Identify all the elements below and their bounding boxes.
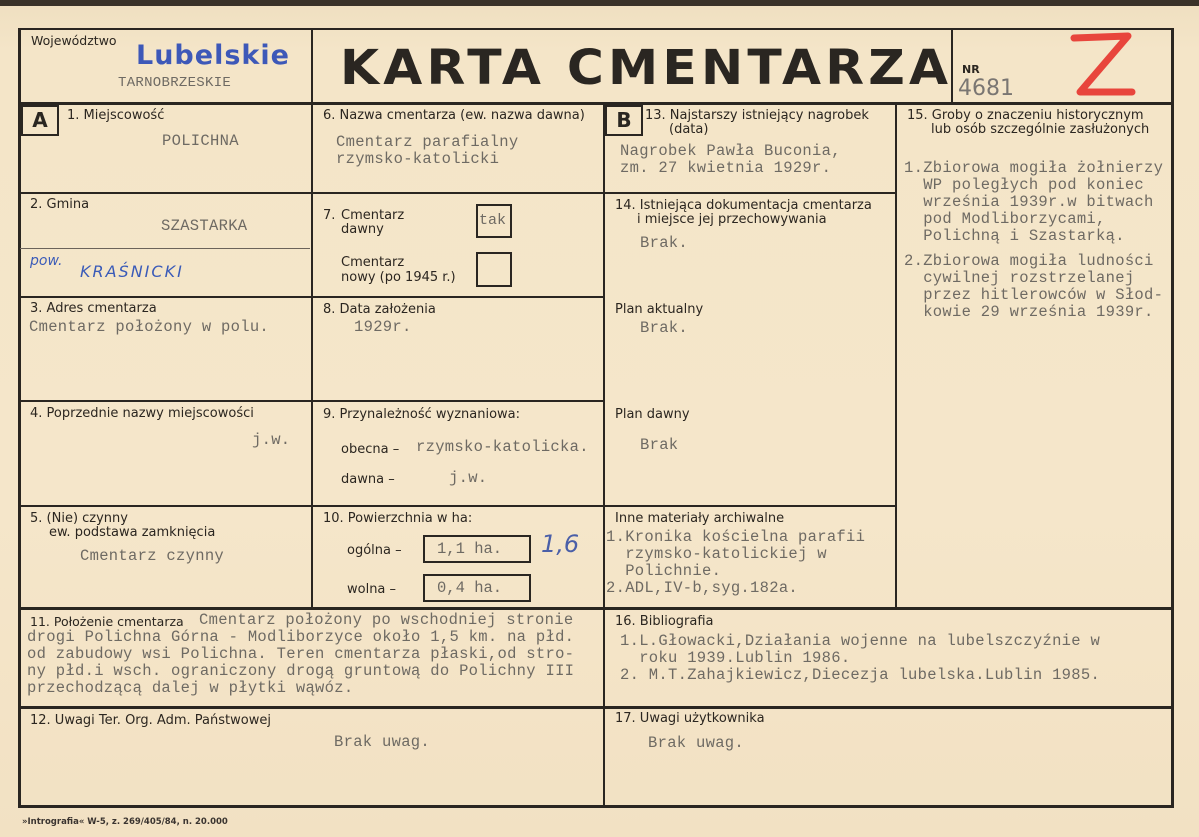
other-archives-line-1: 1.Kronika kościelna parafii [606, 528, 866, 546]
field-8-value: 1929r. [354, 318, 412, 336]
field-15-line-1: 1.Zbiorowa mogiła żołnierzy [904, 159, 1164, 177]
field-4-value: j.w. [252, 431, 291, 449]
area-total-box[interactable] [423, 535, 531, 563]
field-15-line-5: Polichną i Szastarką. [904, 227, 1125, 245]
section-a-marker: A [21, 105, 59, 136]
field-7-old-label-2: dawny [341, 222, 384, 237]
plan-current-value: Brak. [640, 319, 689, 337]
field-7-new-label-2: nowy (po 1945 r.) [341, 270, 456, 285]
field-9-label: 9. Przynależność wyznaniowa: [323, 407, 521, 422]
new-cemetery-checkbox[interactable] [476, 252, 512, 287]
area-total-value: 1,1 ha. [437, 540, 503, 558]
wojewodztwo-stamp: Lubelskie [136, 40, 290, 71]
field-11-label: 11. Położenie cmentarza [30, 614, 184, 629]
col-divider-mid [603, 102, 605, 807]
field-16-label: 16. Bibliografia [615, 614, 714, 629]
field-5-label-1: 5. (Nie) czynny [30, 511, 128, 526]
header-bottom-line [20, 102, 1174, 105]
field-11-line-5: przechodzącą dalej w płytki wąwóz. [27, 679, 354, 697]
field-3-value: Cmentarz położony w polu. [29, 318, 270, 336]
other-archives-line-4: 2.ADL,IV-b,syg.182a. [606, 579, 799, 597]
row-line [603, 505, 897, 507]
field-14-label-2: i miejsce jej przechowywania [637, 212, 827, 227]
wojewodztwo-label: Województwo [31, 33, 117, 48]
field-15-label-2: lub osób szczególnie zasłużonych [931, 122, 1150, 137]
field-15-line-2: WP poległych pod koniec [904, 176, 1145, 194]
old-cemetery-checkbox[interactable] [476, 204, 512, 238]
scan-edge [0, 0, 1199, 6]
powiat-value: KRAŚNICKI [80, 262, 184, 281]
field-11-line-1: Cmentarz położony po wschodniej stronie [199, 611, 574, 629]
field-1-label: 1. Miejscowość [67, 108, 165, 123]
field-5-value: Cmentarz czynny [80, 547, 225, 565]
frame-bottom [20, 805, 1174, 808]
field-15-line-6: 2.Zbiorowa mogiła ludności [904, 252, 1154, 270]
field-13-label-2: (data) [669, 122, 709, 137]
plan-former-value: Brak [640, 436, 679, 454]
field-13-value-1: Nagrobek Pawła Buconia, [620, 142, 841, 160]
plan-former-label: Plan dawny [615, 407, 690, 422]
field-10-label: 10. Powierzchnia w ha: [323, 511, 473, 526]
page-title: KARTA CMENTARZA [340, 40, 953, 96]
old-cemetery-value: tak [479, 212, 507, 229]
field-6-value-1: Cmentarz parafialny [336, 133, 519, 151]
frame-right [1171, 28, 1174, 808]
gmina-sub-line [20, 248, 310, 249]
category-mark-z [1068, 30, 1136, 100]
row-line [603, 192, 897, 194]
col-divider-a [311, 102, 313, 607]
field-15-line-9: kowie 29 września 1939r. [904, 303, 1154, 321]
field-11-line-2: drogi Polichna Górna - Modliborzyce około 1,5 km. na płd. [27, 628, 575, 646]
field-12-label: 12. Uwagi Ter. Org. Adm. Państwowej [30, 713, 271, 728]
field-17-label: 17. Uwagi użytkownika [615, 711, 765, 726]
row-line [20, 296, 605, 298]
field-7-new-label-1: Cmentarz [341, 255, 405, 270]
row-line [20, 706, 1174, 709]
row-line [20, 607, 1174, 610]
print-imprint: »Intrografia« W-5, z. 269/405/84, n. 20.000 [22, 817, 228, 827]
plan-current-label: Plan aktualny [615, 302, 704, 317]
row-line [20, 192, 605, 194]
field-12-value: Brak uwag. [334, 733, 431, 751]
row-line [20, 400, 605, 402]
frame-left [18, 28, 21, 808]
header-divider-1 [311, 28, 313, 103]
field-15-line-8: przez hitlerowców w Słod- [904, 286, 1164, 304]
nr-value: 4681 [958, 76, 1014, 101]
area-free-box[interactable] [423, 574, 531, 602]
field-9-current-value: rzymsko-katolicka. [416, 438, 589, 456]
other-archives-line-2: rzymsko-katolickiej w [606, 545, 827, 563]
col-divider-b [895, 102, 897, 607]
field-7-num: 7. [323, 208, 336, 223]
field-2-label: 2. Gmina [30, 197, 90, 212]
field-6-value-2: rzymsko-katolicki [336, 150, 500, 168]
field-8-label: 8. Data założenia [323, 302, 436, 317]
powiat-prefix: pow. [30, 253, 63, 269]
other-archives-line-3: Polichnie. [606, 562, 722, 580]
field-3-label: 3. Adres cmentarza [30, 301, 157, 316]
field-13-label-1: 13. Najstarszy istniejący nagrobek [645, 108, 869, 123]
section-b-marker: B [605, 105, 643, 136]
field-15-line-7: cywilnej rozstrzelanej [904, 269, 1135, 287]
field-7-old-label-1: Cmentarz [341, 208, 405, 223]
field-2-value: SZASTARKA [161, 217, 248, 235]
field-13-value-2: zm. 27 kwietnia 1929r. [620, 159, 832, 177]
field-10-free-label: wolna – [347, 582, 397, 597]
nr-label: NR [962, 63, 980, 76]
wojewodztwo-typed: TARNOBRZESKIE [118, 75, 232, 91]
area-free-value: 0,4 ha. [437, 579, 503, 597]
field-15-line-3: września 1939r.w bitwach [904, 193, 1154, 211]
field-5-label-2: ew. podstawa zamknięcia [49, 525, 216, 540]
field-14-label-1: 14. Istniejąca dokumentacja cmentarza [615, 198, 872, 213]
field-11-line-4: ny płd.i wsch. ograniczony drogą gruntową do Polichny III [27, 662, 575, 680]
field-16-line-3: 2. M.T.Zahajkiewicz,Diecezja lubelska.Lublin 1985. [620, 666, 1101, 684]
frame-top [20, 28, 1174, 30]
field-1-value: POLICHNA [162, 132, 239, 150]
field-9-former-value: j.w. [449, 469, 488, 487]
row-line [20, 505, 605, 507]
other-archives-label: Inne materiały archiwalne [615, 511, 785, 526]
field-11-line-3: od zabudowy wsi Polichna. Teren cmentarza płaski,od stro- [27, 645, 575, 663]
field-6-label: 6. Nazwa cmentarza (ew. nazwa dawna) [323, 108, 585, 123]
field-17-value: Brak uwag. [648, 734, 745, 752]
area-total-handwritten: 1,6 [541, 530, 580, 558]
field-9-former-label: dawna – [341, 472, 395, 487]
field-15-line-4: pod Modliborzycami, [904, 210, 1106, 228]
field-4-label: 4. Poprzednie nazwy miejscowości [30, 406, 254, 421]
field-10-total-label: ogólna – [347, 543, 402, 558]
field-9-current-label: obecna – [341, 442, 400, 457]
field-15-label-1: 15. Groby o znaczeniu historycznym [907, 108, 1144, 123]
field-16-line-2: roku 1939.Lublin 1986. [620, 649, 851, 667]
field-16-line-1: 1.L.Głowacki,Działania wojenne na lubelszczyźnie w [620, 632, 1101, 650]
field-14-value: Brak. [640, 234, 689, 252]
